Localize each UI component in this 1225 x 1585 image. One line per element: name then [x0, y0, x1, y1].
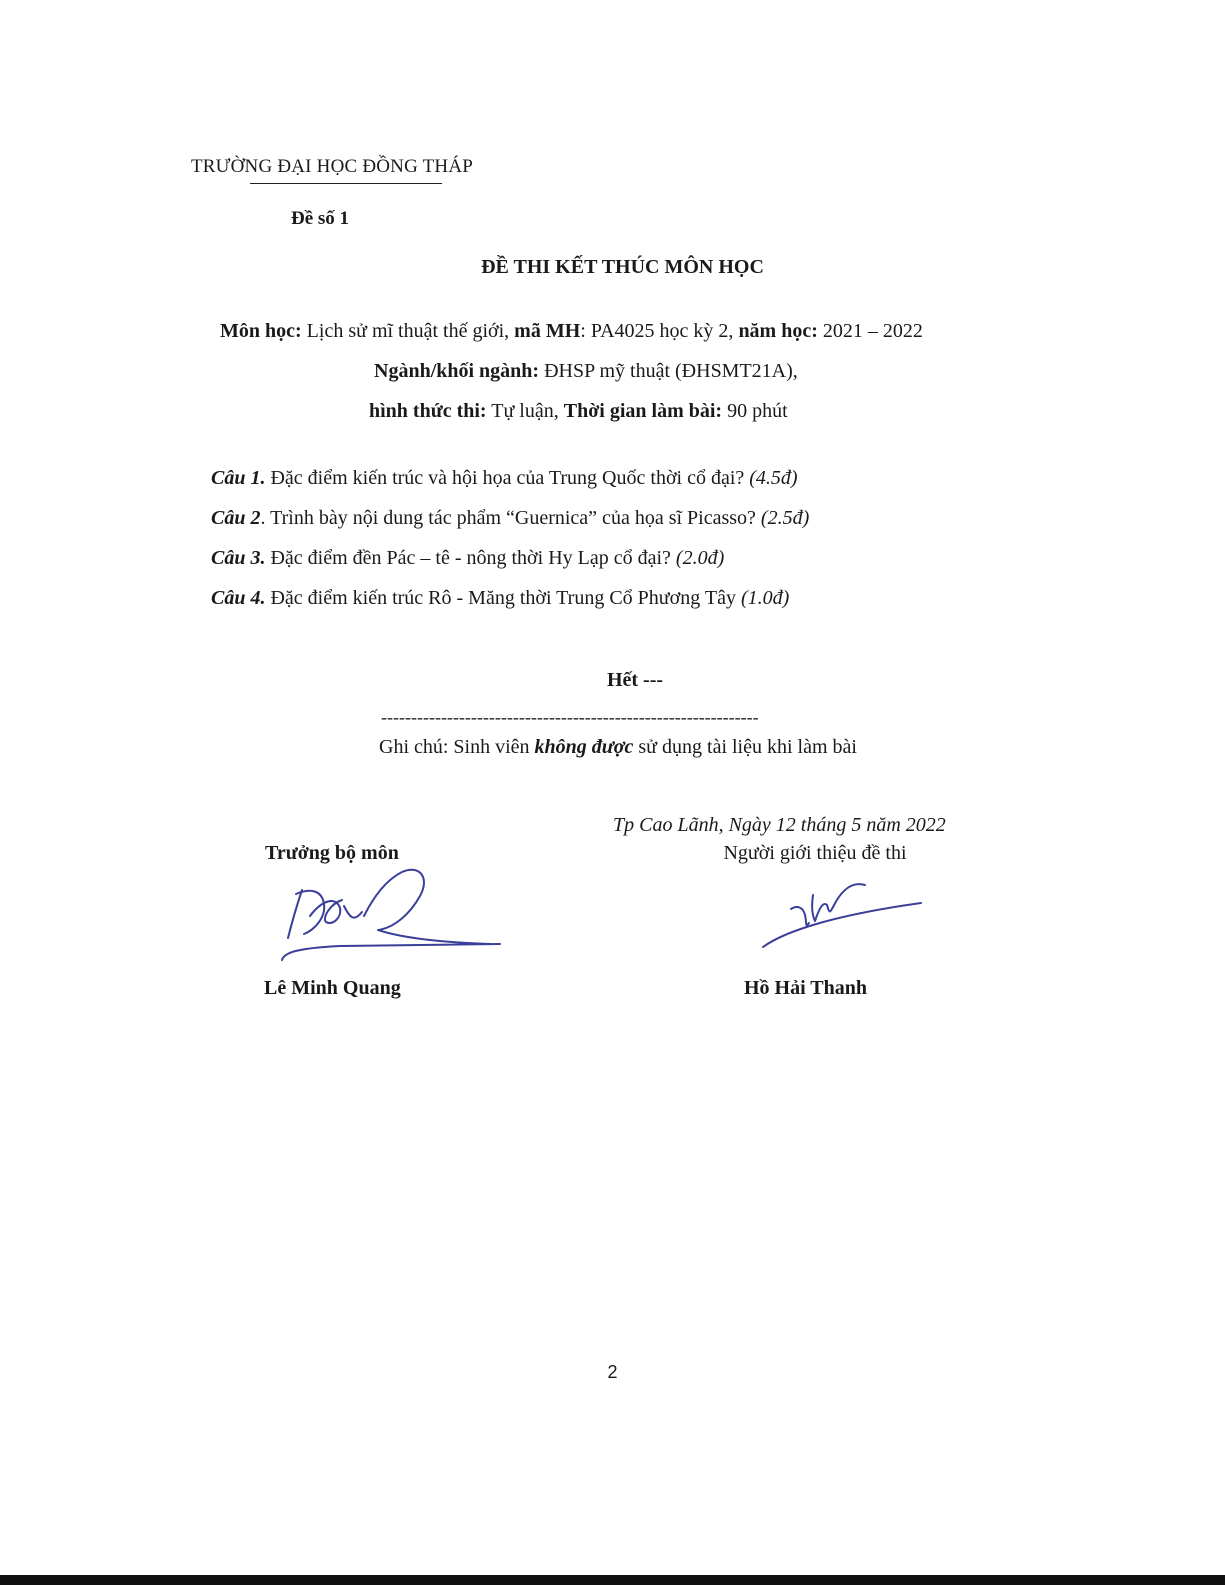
form-label: hình thức thi: [369, 400, 487, 422]
exam-title: ĐỀ THI KẾT THÚC MÔN HỌC [481, 256, 764, 278]
question-points: (2.5đ) [760, 507, 810, 529]
question-label: Câu 2 [211, 507, 261, 529]
right-signer-title: Người giới thiệu đề thi [723, 842, 907, 864]
question-label: Câu 4. [211, 587, 266, 609]
subject-line [220, 320, 923, 343]
code-value: : PA4025 học kỳ 2, [580, 320, 739, 342]
year-value: 2021 – 2022 [817, 320, 923, 342]
subject-value: Lịch sử mĩ thuật thế giới, [301, 320, 515, 342]
school-underline [250, 183, 442, 184]
question-4 [211, 587, 789, 610]
school-name: TRƯỜNG ĐẠI HỌC ĐỒNG THÁP [191, 156, 474, 177]
question-text: Đặc điểm đền Pác – tê - nông thời Hy Lạp cổ đại? [265, 547, 676, 569]
form-value: Tự luận, [486, 400, 564, 422]
subject-label: Môn học: [220, 320, 302, 342]
major-value: ĐHSP mỹ thuật (ĐHSMT21A), [539, 360, 798, 382]
code-label: mã MH [514, 320, 581, 342]
note-suffix: sử dụng tài liệu khi làm bài [633, 736, 857, 758]
left-signer-name: Lê Minh Quang [264, 977, 401, 999]
major-label: Ngành/khối ngành: [374, 360, 540, 382]
dashed-separator: --------------------------------------------------------------- [381, 707, 759, 727]
question-points: (4.5đ) [749, 467, 798, 489]
left-signer-title: Trưởng bộ môn [265, 842, 399, 864]
year-label: năm học: [738, 320, 818, 342]
question-text: . Trình bày nội dung tác phẩm “Guernica” của họa sĩ Picasso? [260, 507, 761, 529]
end-marker: Hết --- [606, 669, 664, 691]
form-line [369, 400, 788, 423]
date-line: Tp Cao Lãnh, Ngày 12 tháng 5 năm 2022 [613, 814, 946, 836]
question-3 [211, 547, 724, 570]
question-label: Câu 1. [211, 467, 266, 489]
exam-number: Đề số 1 [291, 208, 350, 229]
note-emphasis: không được [534, 736, 634, 758]
note-prefix: Ghi chú: Sinh viên [379, 736, 535, 758]
question-points: (2.0đ) [675, 547, 725, 569]
major-line [374, 360, 798, 383]
right-signature [755, 865, 935, 955]
time-value: 90 phút [722, 400, 788, 422]
question-text: Đặc điểm kiến trúc Rô - Măng thời Trung Cổ Phương Tây [265, 587, 741, 609]
note-line [0, 736, 1225, 759]
left-signature [270, 860, 510, 970]
time-label: Thời gian làm bài: [563, 400, 723, 422]
question-points: (1.0đ) [740, 587, 790, 609]
scan-bottom-edge [0, 1575, 1225, 1585]
page-number: 2 [607, 1362, 618, 1382]
question-2 [211, 507, 809, 530]
right-signer-name: Hồ Hải Thanh [744, 977, 868, 999]
question-label: Câu 3. [211, 547, 266, 569]
question-text: Đặc điểm kiến trúc và hội họa của Trung Quốc thời cổ đại? [265, 467, 750, 489]
question-1 [211, 467, 798, 490]
